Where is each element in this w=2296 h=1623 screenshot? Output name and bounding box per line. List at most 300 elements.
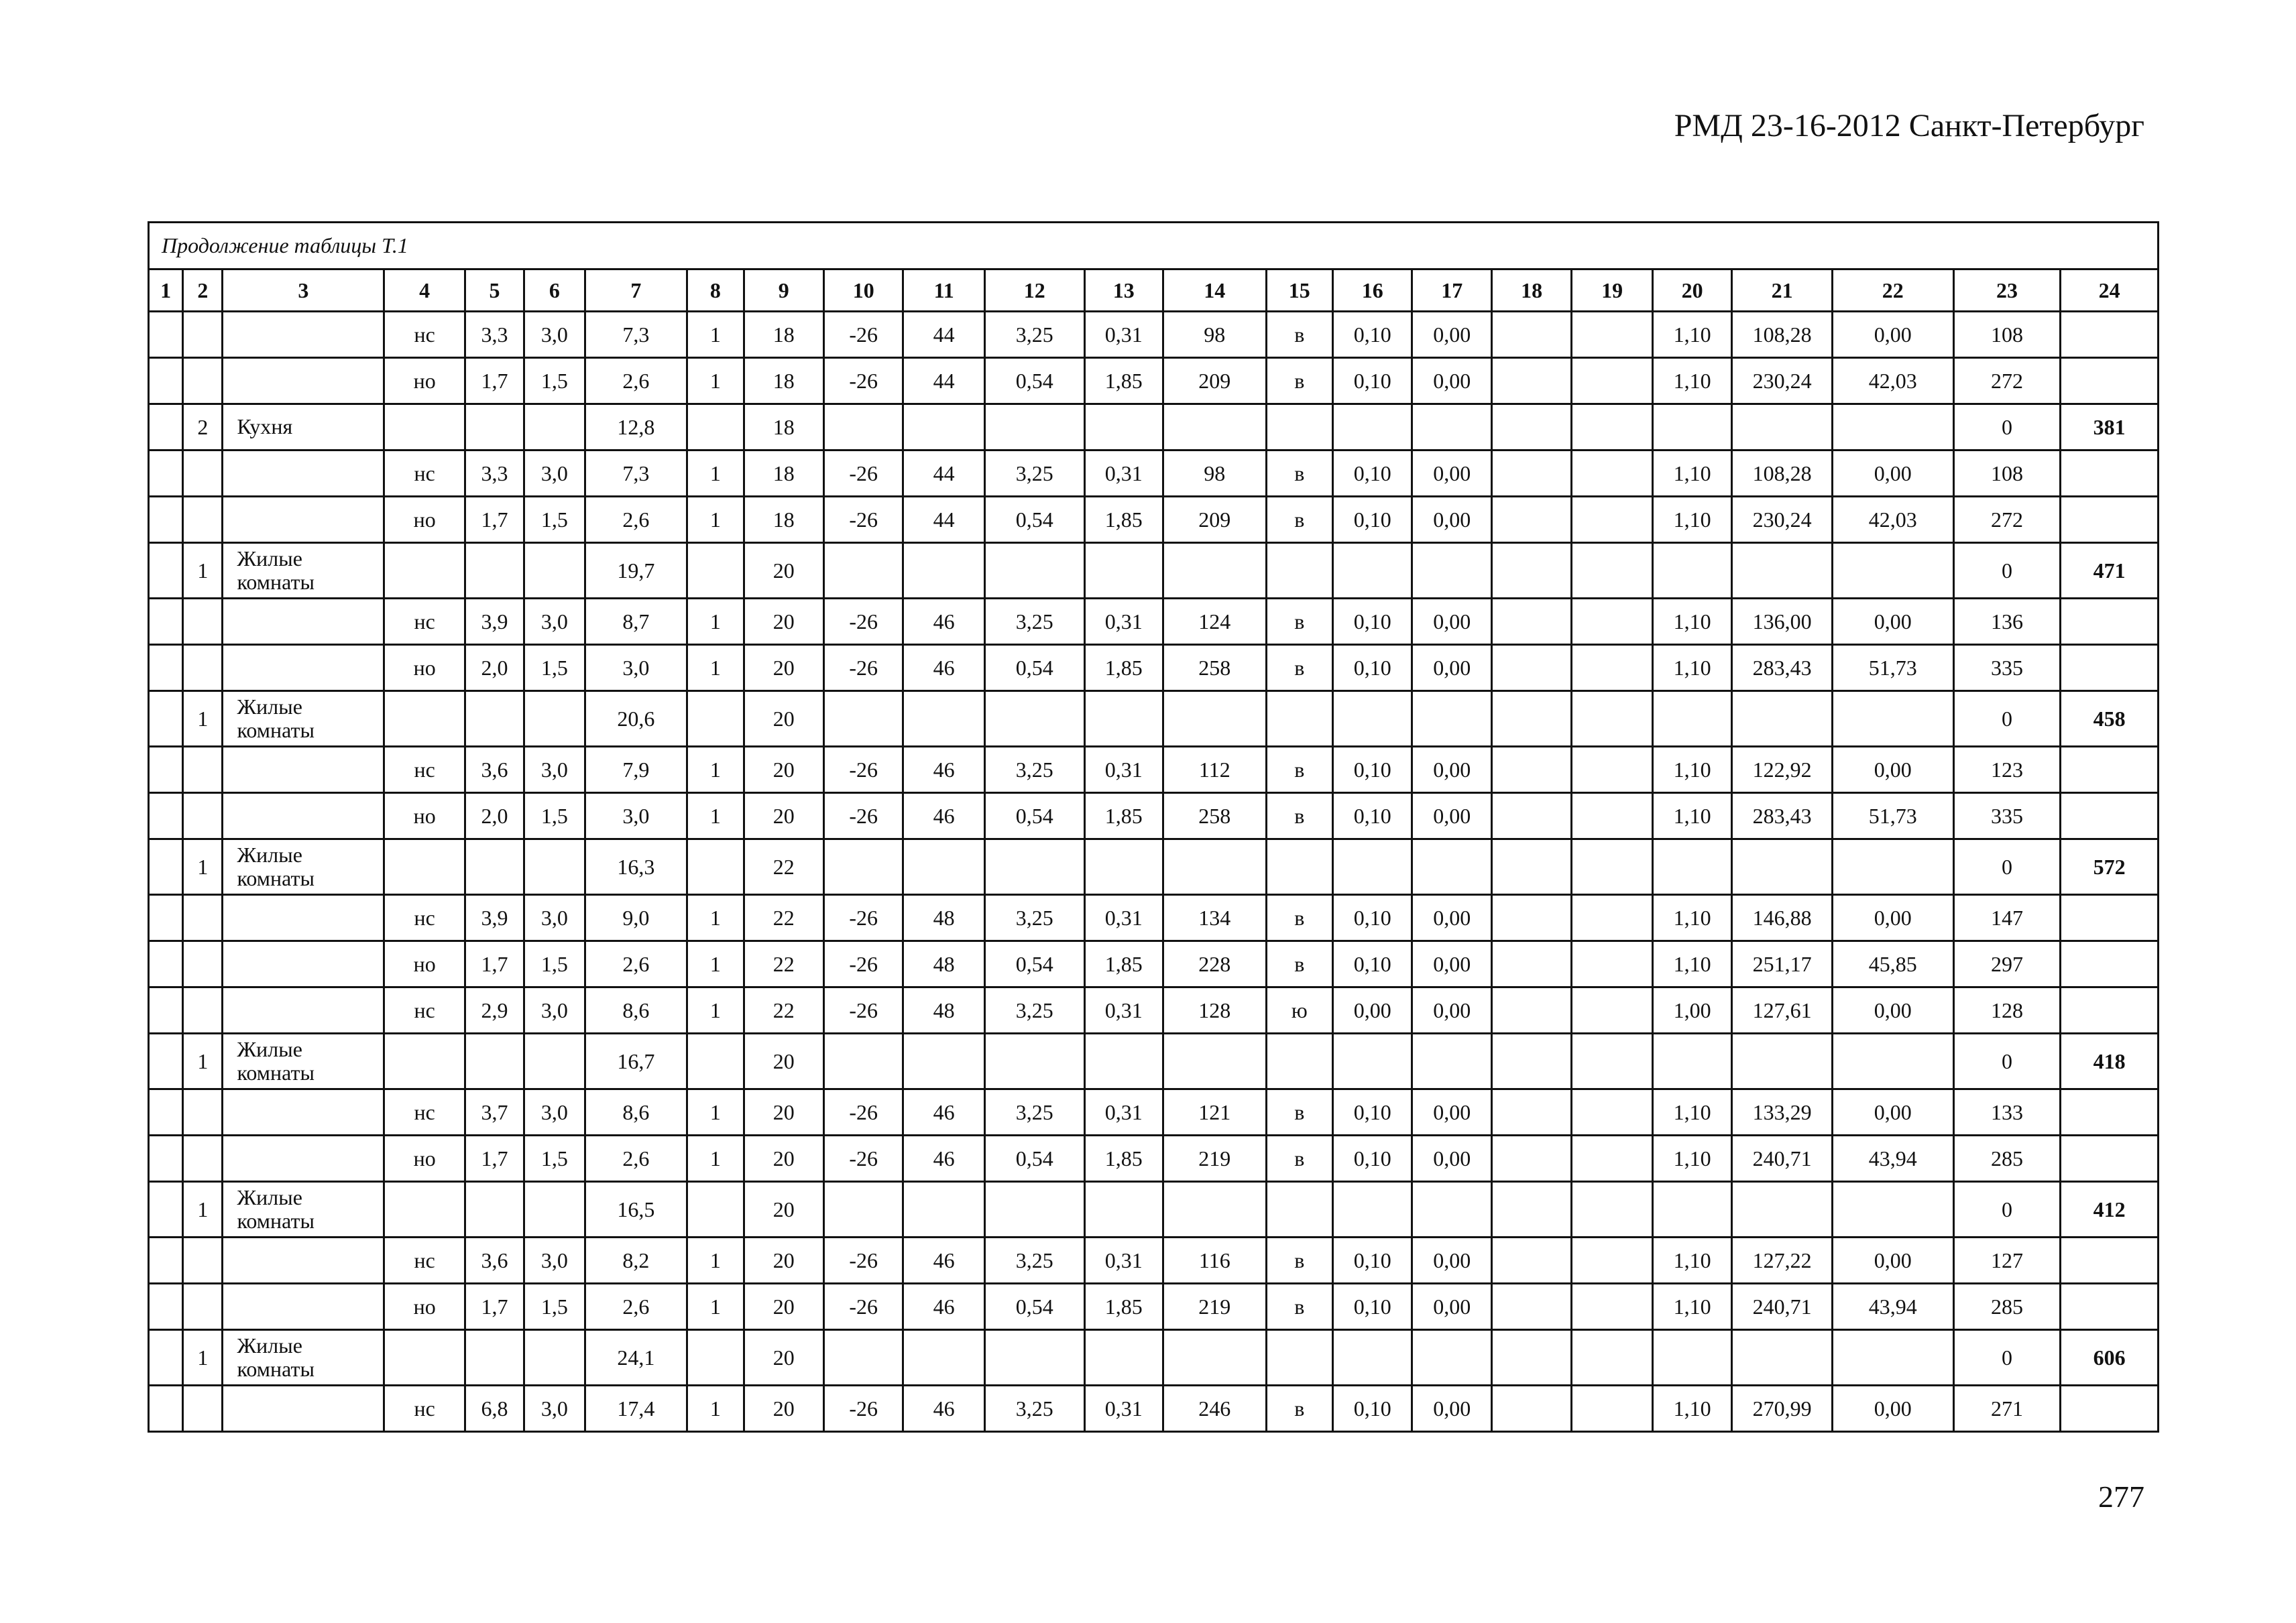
table-cell [1732,839,1833,895]
table-cell [823,1330,903,1386]
table-cell: 230,24 [1732,358,1833,404]
table-cell [524,1330,585,1386]
table-cell [1652,543,1731,599]
table-cell: 16,5 [585,1182,687,1238]
table-cell: 46 [903,1386,984,1432]
column-number-cell: 2 [183,269,223,312]
table-cell: 0,31 [1084,747,1163,793]
table-cell: 3,0 [524,599,585,645]
table-cell: 8,7 [585,599,687,645]
total-cell [2061,450,2159,497]
table-cell [149,895,183,941]
table-cell [183,645,223,691]
table-cell: 1 [687,497,744,543]
table-cell [1266,839,1332,895]
table-cell: 20 [744,691,823,747]
table-cell: -26 [823,1238,903,1284]
table-cell: 0,54 [984,497,1084,543]
table-cell [984,839,1084,895]
table-cell: 1 [687,599,744,645]
table-cell [465,691,524,747]
table-cell: в [1266,1136,1332,1182]
column-number-cell: 13 [1084,269,1163,312]
table-cell: 1,10 [1652,941,1731,987]
table-cell: но [384,1284,465,1330]
table-cell [183,1284,223,1330]
table-cell: 0 [1953,1034,2061,1089]
page-number: 277 [2098,1480,2144,1514]
table-cell: 0,31 [1084,1089,1163,1136]
table-cell: 0,00 [1412,497,1491,543]
table-cell [1491,450,1571,497]
table-cell: 1,10 [1652,645,1731,691]
table-cell: 1 [687,987,744,1034]
table-cell: 1 [183,1330,223,1386]
table-cell [1572,747,1652,793]
column-number-cell: 17 [1412,269,1491,312]
table-cell [1732,691,1833,747]
table-cell: 0,54 [984,1136,1084,1182]
table-cell [1732,543,1833,599]
table-cell [465,1182,524,1238]
table-container [148,221,2159,1433]
table-cell: 2,6 [585,358,687,404]
table-cell: 20 [744,543,823,599]
table-cell: 1 [183,543,223,599]
table-cell [1832,1330,1953,1386]
table-cell: -26 [823,941,903,987]
column-number-cell: 14 [1163,269,1266,312]
table-cell: 3,25 [984,895,1084,941]
room-name-cell [223,1238,384,1284]
table-cell [1084,543,1163,599]
table-cell [1412,839,1491,895]
table-cell [1412,404,1491,450]
table-cell [1832,404,1953,450]
table-cell [1491,599,1571,645]
table-cell: 3,25 [984,1089,1084,1136]
table-cell: 0,10 [1332,895,1412,941]
total-cell [2061,358,2159,404]
table-cell: 20 [744,747,823,793]
table-cell: 335 [1953,793,2061,839]
table-cell: 1 [183,839,223,895]
table-cell [1572,599,1652,645]
room-name-cell [223,1136,384,1182]
table-cell: 0,10 [1332,1284,1412,1330]
table-cell: 283,43 [1732,645,1833,691]
table-cell: 3,0 [524,895,585,941]
table-cell: 1,7 [465,358,524,404]
table-cell: 6,8 [465,1386,524,1432]
table-cell [149,312,183,358]
table-cell: 127,22 [1732,1238,1833,1284]
table-cell: 1,85 [1084,941,1163,987]
table-cell: 16,3 [585,839,687,895]
table-cell: 1 [687,450,744,497]
table-cell: 8,6 [585,987,687,1034]
table-cell [1332,1034,1412,1089]
table-cell: -26 [823,312,903,358]
total-cell: 381 [2061,404,2159,450]
table-row [149,1089,2159,1136]
table-cell: 0,00 [1412,1136,1491,1182]
total-cell [2061,987,2159,1034]
table-cell: -26 [823,645,903,691]
table-cell: нс [384,312,465,358]
room-name-cell: Жилые комнаты [223,691,384,747]
table-cell: 18 [744,404,823,450]
table-cell: 1 [687,312,744,358]
table-cell: 1,10 [1652,599,1731,645]
table-cell: 134 [1163,895,1266,941]
total-cell [2061,1238,2159,1284]
table-cell: в [1266,358,1332,404]
table-row [149,1136,2159,1182]
table-cell [1732,1034,1833,1089]
table-cell [183,987,223,1034]
table-cell: 1,10 [1652,497,1731,543]
table-cell [1412,1182,1491,1238]
room-name-cell [223,793,384,839]
table-cell [524,691,585,747]
table-cell: 12,8 [585,404,687,450]
table-row [149,1238,2159,1284]
table-cell [1491,895,1571,941]
table-cell [1572,1386,1652,1432]
table-cell: 1 [183,691,223,747]
table-cell: 136 [1953,599,2061,645]
table-cell: 146,88 [1732,895,1833,941]
table-cell: 0,54 [984,645,1084,691]
table-cell: 136,00 [1732,599,1833,645]
table-cell: 3,25 [984,747,1084,793]
column-number-cell: 3 [223,269,384,312]
table-row [149,987,2159,1034]
table-cell [465,1034,524,1089]
table-cell [1332,839,1412,895]
table-cell: 246 [1163,1386,1266,1432]
table-cell: 1,10 [1652,358,1731,404]
table-cell [1572,987,1652,1034]
table-cell: 42,03 [1832,358,1953,404]
table-cell: 116 [1163,1238,1266,1284]
table-cell: 124 [1163,599,1266,645]
table-cell [524,1034,585,1089]
table-cell: 3,25 [984,1386,1084,1432]
table-cell [149,543,183,599]
table-cell: 1 [687,1136,744,1182]
table-cell: но [384,645,465,691]
table-cell [1832,1182,1953,1238]
table-cell: 228 [1163,941,1266,987]
table-cell [1572,450,1652,497]
table-cell [823,839,903,895]
table-cell: -26 [823,1136,903,1182]
room-name-cell [223,497,384,543]
table-cell: в [1266,599,1332,645]
table-cell [1163,1034,1266,1089]
table-cell: 0,00 [1832,987,1953,1034]
table-row [149,941,2159,987]
table-cell: 46 [903,599,984,645]
table-cell: 2,0 [465,793,524,839]
table-cell [1652,404,1731,450]
table-cell: 2,6 [585,1284,687,1330]
table-cell: 240,71 [1732,1284,1833,1330]
table-cell: 0,10 [1332,450,1412,497]
table-cell: 0,10 [1332,645,1412,691]
table-cell: 3,25 [984,450,1084,497]
room-row [149,543,2159,599]
table-cell: нс [384,987,465,1034]
table-cell: 0,31 [1084,312,1163,358]
table-cell [149,1182,183,1238]
table-cell: 98 [1163,312,1266,358]
table-cell [687,543,744,599]
table-cell [1163,839,1266,895]
table-cell [384,543,465,599]
table-cell [149,599,183,645]
table-row [149,599,2159,645]
table-cell [1163,1182,1266,1238]
table-row [149,895,2159,941]
table-cell: 1,5 [524,941,585,987]
table-cell: 258 [1163,793,1266,839]
table-cell: 0,10 [1332,497,1412,543]
table-cell: 1,5 [524,497,585,543]
table-cell: 0,00 [1412,747,1491,793]
table-cell [903,691,984,747]
table-cell [1491,1182,1571,1238]
table-cell: в [1266,747,1332,793]
column-number-row [149,269,2159,312]
table-cell: 108,28 [1732,312,1833,358]
table-cell [1491,1136,1571,1182]
total-cell: 458 [2061,691,2159,747]
table-cell: 1,10 [1652,1136,1731,1182]
table-cell [1572,691,1652,747]
table-cell: 0,00 [1412,645,1491,691]
table-cell: 20 [744,1238,823,1284]
table-cell: 0,00 [1412,1089,1491,1136]
table-cell: 8,2 [585,1238,687,1284]
table-cell: 219 [1163,1136,1266,1182]
table-cell: но [384,497,465,543]
total-cell: 412 [2061,1182,2159,1238]
table-cell: 1,5 [524,645,585,691]
table-cell [524,543,585,599]
table-cell: ю [1266,987,1332,1034]
table-cell: 44 [903,312,984,358]
room-row [149,404,2159,450]
table-cell: 1,85 [1084,497,1163,543]
table-cell [183,793,223,839]
column-number-cell: 21 [1732,269,1833,312]
table-cell: 2,6 [585,941,687,987]
table-cell [1652,1034,1731,1089]
table-cell: 7,3 [585,312,687,358]
table-cell [687,404,744,450]
table-cell [1572,793,1652,839]
table-cell: 0,31 [1084,895,1163,941]
table-cell [1332,404,1412,450]
table-cell: 0,00 [1412,450,1491,497]
table-cell: 20 [744,1182,823,1238]
table-cell [1572,645,1652,691]
table-cell: 1 [687,358,744,404]
table-row [149,1284,2159,1330]
table-cell [1572,1330,1652,1386]
table-cell [183,358,223,404]
table-cell [149,1034,183,1089]
table-cell: в [1266,1089,1332,1136]
table-cell: 1,10 [1652,1386,1731,1432]
room-name-cell: Жилые комнаты [223,1034,384,1089]
table-cell: 7,3 [585,450,687,497]
table-cell: 3,9 [465,599,524,645]
table-cell [1084,691,1163,747]
room-name-cell [223,1089,384,1136]
table-cell: 0,31 [1084,987,1163,1034]
table-cell: 1,7 [465,941,524,987]
table-cell [1652,1330,1731,1386]
column-number-cell: 1 [149,269,183,312]
table-row [149,312,2159,358]
room-row [149,839,2159,895]
table-cell: 147 [1953,895,2061,941]
table-cell [1491,404,1571,450]
table-cell [984,1330,1084,1386]
table-cell: 20 [744,1089,823,1136]
room-name-cell: Жилые комнаты [223,1182,384,1238]
total-cell [2061,599,2159,645]
table-cell: 3,25 [984,599,1084,645]
total-cell [2061,1136,2159,1182]
table-cell: 2,9 [465,987,524,1034]
table-cell [1572,839,1652,895]
table-cell [1491,1238,1571,1284]
table-cell: 46 [903,747,984,793]
table-cell: 0 [1953,404,2061,450]
table-cell: нс [384,1386,465,1432]
room-name-cell [223,895,384,941]
table-cell [183,895,223,941]
table-cell: -26 [823,1284,903,1330]
room-name-cell: Кухня [223,404,384,450]
total-cell [2061,1089,2159,1136]
table-cell [984,691,1084,747]
table-cell [183,941,223,987]
table-cell: 0,00 [1832,599,1953,645]
table-cell: 3,25 [984,987,1084,1034]
table-cell: 1,5 [524,1284,585,1330]
table-cell: 3,3 [465,312,524,358]
table-cell [183,747,223,793]
table-cell: 46 [903,1238,984,1284]
table-cell [183,312,223,358]
table-cell: 1 [183,1182,223,1238]
column-number-cell: 9 [744,269,823,312]
table-cell: 1,10 [1652,895,1731,941]
table-cell: 240,71 [1732,1136,1833,1182]
table-cell [1266,1034,1332,1089]
room-name-cell [223,599,384,645]
table-cell: 219 [1163,1284,1266,1330]
table-cell: 2 [183,404,223,450]
table-cell [1491,839,1571,895]
column-number-cell: 22 [1832,269,1953,312]
table-cell: 1 [687,1238,744,1284]
table-cell [1266,1330,1332,1386]
table-row [149,1386,2159,1432]
room-name-cell [223,747,384,793]
column-number-cell: 5 [465,269,524,312]
table-cell: 3,0 [524,1238,585,1284]
table-cell [1163,543,1266,599]
total-cell [2061,1386,2159,1432]
table-cell [1266,1182,1332,1238]
table-cell [687,1034,744,1089]
table-cell [183,1238,223,1284]
column-number-cell: 19 [1572,269,1652,312]
table-cell: 0,00 [1832,747,1953,793]
table-cell: 0,00 [1412,312,1491,358]
table-cell: в [1266,793,1332,839]
table-cell [1412,1330,1491,1386]
table-cell [1572,1182,1652,1238]
table-cell [1163,691,1266,747]
table-cell: 18 [744,497,823,543]
table-cell: 1 [687,895,744,941]
table-cell: 0,00 [1832,1238,1953,1284]
table-cell: 122,92 [1732,747,1833,793]
total-cell: 471 [2061,543,2159,599]
room-name-cell [223,1284,384,1330]
room-name-cell [223,987,384,1034]
table-cell [183,1136,223,1182]
column-number-cell: 7 [585,269,687,312]
table-cell: 133 [1953,1089,2061,1136]
table-cell: 1,85 [1084,1136,1163,1182]
table-cell: 0,10 [1332,1136,1412,1182]
table-cell: 1,7 [465,1284,524,1330]
room-name-cell [223,1386,384,1432]
table-cell: 133,29 [1732,1089,1833,1136]
table-cell [1084,1034,1163,1089]
table-cell [984,1182,1084,1238]
table-cell: 0 [1953,1330,2061,1386]
table-cell [823,1034,903,1089]
table-cell: 20 [744,1034,823,1089]
table-cell: 251,17 [1732,941,1833,987]
table-cell [183,599,223,645]
table-cell: но [384,358,465,404]
table-cell: 3,0 [524,450,585,497]
table-cell: 0,10 [1332,747,1412,793]
table-cell [465,1330,524,1386]
table-cell: 335 [1953,645,2061,691]
table-cell [1084,1182,1163,1238]
table-cell: 1,85 [1084,1284,1163,1330]
table-cell: 3,0 [524,1386,585,1432]
table-cell: 123 [1953,747,2061,793]
table-cell [1732,404,1833,450]
table-cell: 112 [1163,747,1266,793]
table-cell [1491,1089,1571,1136]
table-cell: 272 [1953,358,2061,404]
table-cell: 271 [1953,1386,2061,1432]
